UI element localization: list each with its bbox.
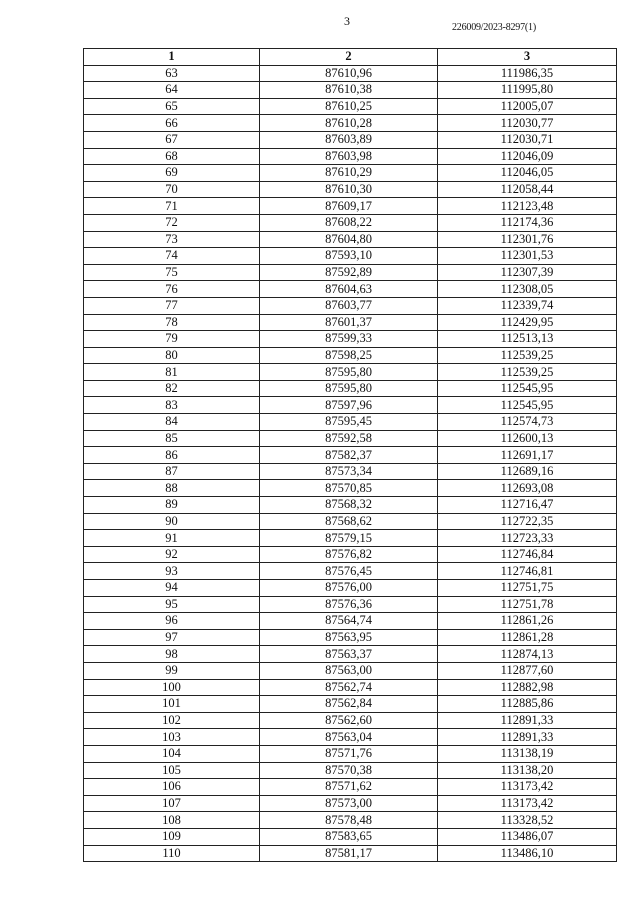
document-id: 226009/2023-8297(1) bbox=[452, 22, 536, 33]
table-row bbox=[84, 148, 617, 165]
table-row bbox=[84, 812, 617, 829]
y-coordinate-cell: 112574,73 bbox=[438, 414, 617, 431]
x-coordinate-cell: 87603,89 bbox=[260, 131, 438, 148]
x-coordinate-cell: 87576,36 bbox=[260, 596, 438, 613]
x-coordinate-cell: 87610,29 bbox=[260, 165, 438, 182]
y-coordinate-cell: 112174,36 bbox=[438, 214, 617, 231]
y-coordinate-cell: 112339,74 bbox=[438, 297, 617, 314]
x-coordinate-cell: 87604,63 bbox=[260, 281, 438, 298]
point-number-cell: 82 bbox=[84, 380, 260, 397]
point-number-cell: 88 bbox=[84, 480, 260, 497]
header-row bbox=[84, 49, 617, 66]
point-number-cell: 106 bbox=[84, 779, 260, 796]
table-row bbox=[84, 181, 617, 198]
coordinates-table bbox=[83, 48, 617, 862]
y-coordinate-cell: 112693,08 bbox=[438, 480, 617, 497]
table-row bbox=[84, 414, 617, 431]
point-number-cell: 109 bbox=[84, 828, 260, 845]
x-coordinate-cell: 87599,33 bbox=[260, 331, 438, 348]
point-number-cell: 63 bbox=[84, 65, 260, 82]
table-row bbox=[84, 98, 617, 115]
x-coordinate-cell: 87595,80 bbox=[260, 380, 438, 397]
y-coordinate-cell: 112308,05 bbox=[438, 281, 617, 298]
y-coordinate-cell: 112861,26 bbox=[438, 613, 617, 630]
y-coordinate-cell: 112030,71 bbox=[438, 131, 617, 148]
x-coordinate-cell: 87571,62 bbox=[260, 779, 438, 796]
table-row bbox=[84, 248, 617, 265]
y-coordinate-cell: 112885,86 bbox=[438, 696, 617, 713]
table-body bbox=[84, 65, 617, 862]
y-coordinate-cell: 113486,10 bbox=[438, 845, 617, 862]
y-coordinate-cell: 112046,09 bbox=[438, 148, 617, 165]
y-coordinate-cell: 113173,42 bbox=[438, 795, 617, 812]
x-coordinate-cell: 87576,00 bbox=[260, 580, 438, 597]
table-row bbox=[84, 131, 617, 148]
x-coordinate-cell: 87573,00 bbox=[260, 795, 438, 812]
y-coordinate-cell: 112723,33 bbox=[438, 530, 617, 547]
table-row bbox=[84, 447, 617, 464]
y-coordinate-cell: 111986,35 bbox=[438, 65, 617, 82]
point-number-cell: 107 bbox=[84, 795, 260, 812]
x-coordinate-cell: 87610,96 bbox=[260, 65, 438, 82]
table-row bbox=[84, 480, 617, 497]
table-row bbox=[84, 297, 617, 314]
y-coordinate-cell: 112746,81 bbox=[438, 563, 617, 580]
y-coordinate-cell: 112891,33 bbox=[438, 729, 617, 746]
y-coordinate-cell: 112746,84 bbox=[438, 546, 617, 563]
x-coordinate-cell: 87598,25 bbox=[260, 347, 438, 364]
point-number-cell: 75 bbox=[84, 264, 260, 281]
point-number-cell: 65 bbox=[84, 98, 260, 115]
point-number-cell: 96 bbox=[84, 613, 260, 630]
y-coordinate-cell: 111995,80 bbox=[438, 82, 617, 99]
point-number-cell: 97 bbox=[84, 629, 260, 646]
x-coordinate-cell: 87610,38 bbox=[260, 82, 438, 99]
point-number-cell: 89 bbox=[84, 497, 260, 514]
point-number-cell: 85 bbox=[84, 430, 260, 447]
y-coordinate-cell: 112861,28 bbox=[438, 629, 617, 646]
x-coordinate-cell: 87592,89 bbox=[260, 264, 438, 281]
table-row bbox=[84, 513, 617, 530]
y-coordinate-cell: 113138,20 bbox=[438, 762, 617, 779]
x-coordinate-cell: 87573,34 bbox=[260, 463, 438, 480]
page-number: 3 bbox=[344, 14, 350, 28]
point-number-cell: 64 bbox=[84, 82, 260, 99]
y-coordinate-cell: 113486,07 bbox=[438, 828, 617, 845]
point-number-cell: 102 bbox=[84, 712, 260, 729]
point-number-cell: 77 bbox=[84, 297, 260, 314]
y-coordinate-cell: 112545,95 bbox=[438, 397, 617, 414]
x-coordinate-cell: 87593,10 bbox=[260, 248, 438, 265]
point-number-cell: 80 bbox=[84, 347, 260, 364]
point-number-cell: 78 bbox=[84, 314, 260, 331]
y-coordinate-cell: 113138,19 bbox=[438, 745, 617, 762]
y-coordinate-cell: 112689,16 bbox=[438, 463, 617, 480]
x-coordinate-cell: 87608,22 bbox=[260, 214, 438, 231]
point-number-cell: 73 bbox=[84, 231, 260, 248]
point-number-cell: 94 bbox=[84, 580, 260, 597]
x-coordinate-cell: 87568,62 bbox=[260, 513, 438, 530]
table-row bbox=[84, 65, 617, 82]
table-row bbox=[84, 347, 617, 364]
y-coordinate-cell: 112691,17 bbox=[438, 447, 617, 464]
x-coordinate-cell: 87595,80 bbox=[260, 364, 438, 381]
column-header-1: 1 bbox=[84, 49, 260, 66]
table-row bbox=[84, 745, 617, 762]
x-coordinate-cell: 87563,95 bbox=[260, 629, 438, 646]
point-number-cell: 70 bbox=[84, 181, 260, 198]
table-row bbox=[84, 696, 617, 713]
table-row bbox=[84, 165, 617, 182]
y-coordinate-cell: 113173,42 bbox=[438, 779, 617, 796]
table-row bbox=[84, 430, 617, 447]
x-coordinate-cell: 87562,60 bbox=[260, 712, 438, 729]
point-number-cell: 86 bbox=[84, 447, 260, 464]
table-row bbox=[84, 397, 617, 414]
y-coordinate-cell: 112123,48 bbox=[438, 198, 617, 215]
y-coordinate-cell: 112058,44 bbox=[438, 181, 617, 198]
x-coordinate-cell: 87610,30 bbox=[260, 181, 438, 198]
y-coordinate-cell: 112005,07 bbox=[438, 98, 617, 115]
point-number-cell: 103 bbox=[84, 729, 260, 746]
x-coordinate-cell: 87564,74 bbox=[260, 613, 438, 630]
point-number-cell: 104 bbox=[84, 745, 260, 762]
table-header bbox=[84, 49, 617, 66]
table-row bbox=[84, 712, 617, 729]
point-number-cell: 105 bbox=[84, 762, 260, 779]
y-coordinate-cell: 112751,78 bbox=[438, 596, 617, 613]
table-row bbox=[84, 845, 617, 862]
point-number-cell: 67 bbox=[84, 131, 260, 148]
point-number-cell: 93 bbox=[84, 563, 260, 580]
x-coordinate-cell: 87603,77 bbox=[260, 297, 438, 314]
table-row bbox=[84, 779, 617, 796]
table-row bbox=[84, 264, 617, 281]
point-number-cell: 83 bbox=[84, 397, 260, 414]
point-number-cell: 91 bbox=[84, 530, 260, 547]
x-coordinate-cell: 87563,37 bbox=[260, 646, 438, 663]
column-header-2: 2 bbox=[260, 49, 438, 66]
x-coordinate-cell: 87604,80 bbox=[260, 231, 438, 248]
y-coordinate-cell: 112429,95 bbox=[438, 314, 617, 331]
table-row bbox=[84, 380, 617, 397]
x-coordinate-cell: 87568,32 bbox=[260, 497, 438, 514]
point-number-cell: 79 bbox=[84, 331, 260, 348]
point-number-cell: 110 bbox=[84, 845, 260, 862]
x-coordinate-cell: 87576,82 bbox=[260, 546, 438, 563]
y-coordinate-cell: 112513,13 bbox=[438, 331, 617, 348]
table-row bbox=[84, 281, 617, 298]
table-row bbox=[84, 662, 617, 679]
y-coordinate-cell: 112877,60 bbox=[438, 662, 617, 679]
table-row bbox=[84, 331, 617, 348]
table-row bbox=[84, 596, 617, 613]
y-coordinate-cell: 112751,75 bbox=[438, 580, 617, 597]
y-coordinate-cell: 112716,47 bbox=[438, 497, 617, 514]
point-number-cell: 100 bbox=[84, 679, 260, 696]
x-coordinate-cell: 87570,38 bbox=[260, 762, 438, 779]
x-coordinate-cell: 87601,37 bbox=[260, 314, 438, 331]
table-row bbox=[84, 729, 617, 746]
table-row bbox=[84, 214, 617, 231]
point-number-cell: 108 bbox=[84, 812, 260, 829]
x-coordinate-cell: 87610,28 bbox=[260, 115, 438, 132]
y-coordinate-cell: 112030,77 bbox=[438, 115, 617, 132]
y-coordinate-cell: 112307,39 bbox=[438, 264, 617, 281]
x-coordinate-cell: 87579,15 bbox=[260, 530, 438, 547]
table-row bbox=[84, 530, 617, 547]
table-row bbox=[84, 82, 617, 99]
point-number-cell: 84 bbox=[84, 414, 260, 431]
table-row bbox=[84, 314, 617, 331]
table-row bbox=[84, 497, 617, 514]
x-coordinate-cell: 87610,25 bbox=[260, 98, 438, 115]
y-coordinate-cell: 112046,05 bbox=[438, 165, 617, 182]
point-number-cell: 92 bbox=[84, 546, 260, 563]
table-row bbox=[84, 546, 617, 563]
x-coordinate-cell: 87581,17 bbox=[260, 845, 438, 862]
x-coordinate-cell: 87578,48 bbox=[260, 812, 438, 829]
x-coordinate-cell: 87609,17 bbox=[260, 198, 438, 215]
table-row bbox=[84, 646, 617, 663]
point-number-cell: 66 bbox=[84, 115, 260, 132]
point-number-cell: 81 bbox=[84, 364, 260, 381]
y-coordinate-cell: 112874,13 bbox=[438, 646, 617, 663]
y-coordinate-cell: 112545,95 bbox=[438, 380, 617, 397]
table-row bbox=[84, 762, 617, 779]
table-row bbox=[84, 115, 617, 132]
x-coordinate-cell: 87562,84 bbox=[260, 696, 438, 713]
table-row bbox=[84, 231, 617, 248]
x-coordinate-cell: 87597,96 bbox=[260, 397, 438, 414]
point-number-cell: 76 bbox=[84, 281, 260, 298]
y-coordinate-cell: 112539,25 bbox=[438, 347, 617, 364]
y-coordinate-cell: 112600,13 bbox=[438, 430, 617, 447]
table-row bbox=[84, 629, 617, 646]
y-coordinate-cell: 112539,25 bbox=[438, 364, 617, 381]
point-number-cell: 87 bbox=[84, 463, 260, 480]
point-number-cell: 95 bbox=[84, 596, 260, 613]
y-coordinate-cell: 112722,35 bbox=[438, 513, 617, 530]
table-row bbox=[84, 364, 617, 381]
point-number-cell: 99 bbox=[84, 662, 260, 679]
table-row bbox=[84, 679, 617, 696]
column-header-3: 3 bbox=[438, 49, 617, 66]
x-coordinate-cell: 87571,76 bbox=[260, 745, 438, 762]
y-coordinate-cell: 112882,98 bbox=[438, 679, 617, 696]
point-number-cell: 74 bbox=[84, 248, 260, 265]
point-number-cell: 68 bbox=[84, 148, 260, 165]
x-coordinate-cell: 87592,58 bbox=[260, 430, 438, 447]
point-number-cell: 90 bbox=[84, 513, 260, 530]
x-coordinate-cell: 87562,74 bbox=[260, 679, 438, 696]
x-coordinate-cell: 87563,00 bbox=[260, 662, 438, 679]
point-number-cell: 72 bbox=[84, 214, 260, 231]
table-row bbox=[84, 198, 617, 215]
point-number-cell: 71 bbox=[84, 198, 260, 215]
x-coordinate-cell: 87570,85 bbox=[260, 480, 438, 497]
y-coordinate-cell: 112891,33 bbox=[438, 712, 617, 729]
y-coordinate-cell: 113328,52 bbox=[438, 812, 617, 829]
x-coordinate-cell: 87582,37 bbox=[260, 447, 438, 464]
x-coordinate-cell: 87595,45 bbox=[260, 414, 438, 431]
y-coordinate-cell: 112301,76 bbox=[438, 231, 617, 248]
x-coordinate-cell: 87576,45 bbox=[260, 563, 438, 580]
x-coordinate-cell: 87603,98 bbox=[260, 148, 438, 165]
table-row bbox=[84, 828, 617, 845]
table-row bbox=[84, 613, 617, 630]
point-number-cell: 101 bbox=[84, 696, 260, 713]
x-coordinate-cell: 87583,65 bbox=[260, 828, 438, 845]
table-row bbox=[84, 463, 617, 480]
point-number-cell: 98 bbox=[84, 646, 260, 663]
point-number-cell: 69 bbox=[84, 165, 260, 182]
table-row bbox=[84, 580, 617, 597]
y-coordinate-cell: 112301,53 bbox=[438, 248, 617, 265]
x-coordinate-cell: 87563,04 bbox=[260, 729, 438, 746]
table-row bbox=[84, 563, 617, 580]
table-row bbox=[84, 795, 617, 812]
